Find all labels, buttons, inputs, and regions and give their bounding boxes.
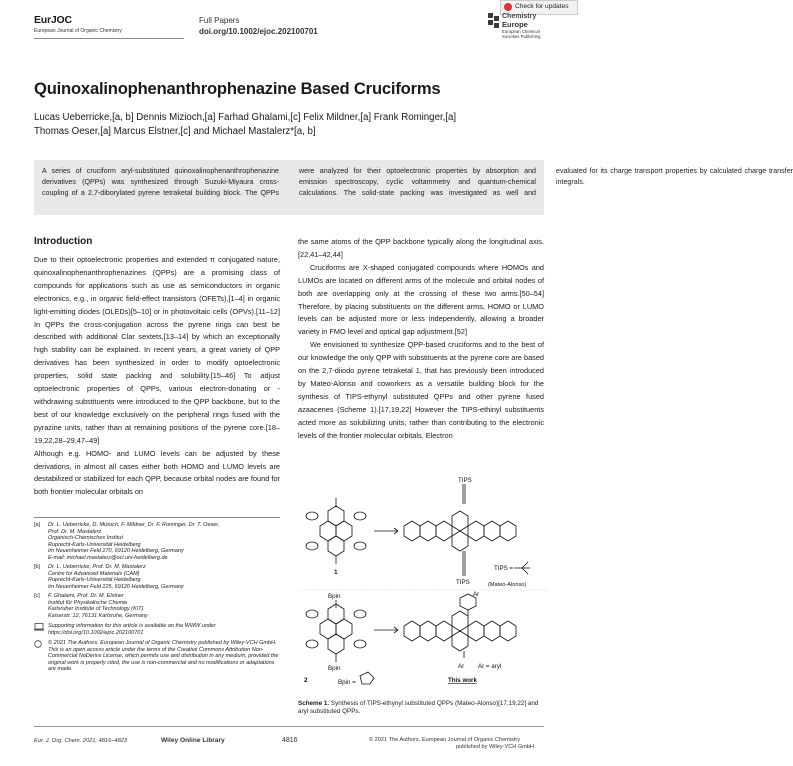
- authors-line2: Thomas Oeser,[a] Marcus Elstner,[c] and Michael Mastalerz*[a, b]: [34, 126, 316, 137]
- compound-1-structure: [306, 498, 366, 564]
- tips-group-structure: [514, 562, 530, 574]
- bpin-group-structure: [360, 672, 374, 684]
- tips-qpp-structure: [404, 484, 516, 576]
- ar-label-bottom: Ar: [458, 663, 465, 670]
- supporting-info: [34, 623, 280, 636]
- compound-2-structure: [306, 600, 366, 662]
- logo-sub: European Chemical Societies Publishing: [502, 29, 541, 39]
- affiliation-divider: [34, 517, 280, 518]
- affiliation-line: Institut für Physikalische Chemie: [48, 599, 128, 606]
- affiliation-c-label: [c]: [34, 593, 40, 599]
- mateo-alonso-label: (Mateo-Alonso): [488, 582, 527, 588]
- footer-divider: [34, 726, 544, 727]
- affiliations-block: [34, 522, 280, 676]
- compound-2-label: 2: [304, 677, 308, 684]
- this-work-label: This work: [448, 677, 477, 684]
- intro-right-column: [298, 236, 544, 468]
- compound-1-label: 1: [334, 569, 338, 576]
- abstract-box: [34, 160, 793, 215]
- affiliation-line: F. Ghalami, Prof. Dr. M. Elstner: [48, 593, 124, 599]
- affiliation-line: Im Neuenheimer Feld 270, 69120 Heidelberg, Germany: [48, 548, 184, 555]
- logo-line1: Chemistry: [502, 13, 537, 20]
- intro-paragraph-5: We envisioned to synthesize QPP-based cruciforms and to the best of our knowledge the only QPP with substituents at the pyrene core are based on the 2,7-diiodo pyrene tetraketal 1, that has previously been introduced by Mateo-Alonso and coworkers as a versatile building block for the synthesis of TIPS-ethynyl substituted QPPs and other pyrene fused azaacenes (Scheme 1).[17,19,22] However the TIPS-ethinyl substituents acted more as solubilizing units, rather than contributing to the electronic levels of the frontier molecular orbitals. Electron: [298, 340, 544, 440]
- affiliation-line: Dr. L. Ueberricke, Prof. Dr. M. Mastalerz: [48, 564, 146, 570]
- affiliation-c: [34, 593, 280, 619]
- affiliation-line: Ruprecht-Karls-Universität Heidelberg: [48, 577, 141, 584]
- ar-label-top: Ar: [473, 591, 480, 598]
- scheme-1-figure: [298, 476, 548, 688]
- logo-line2: Europe: [502, 20, 528, 29]
- header-divider-left: [34, 38, 184, 39]
- doi-link[interactable]: doi.org/10.1002/ejoc.202100701: [199, 27, 318, 36]
- bpin-label-bottom: Bpin: [328, 665, 341, 672]
- journal-abbr: EurJOC: [34, 14, 72, 26]
- footer-copyright-1: © 2021 The Authors. European Journal of Organic Chemistry: [369, 737, 521, 743]
- footer-citation: Eur. J. Org. Chem. 2021, 4816–4823: [34, 738, 128, 744]
- intro-paragraph-2: Although e.g. HOMO- and LUMO levels can be adjusted by these derivations, in almost all cases either both HOMO and LUMO levels are destabilized or stabilized for each QPP, because orbital nodes are found for both frontier molecular orbitals on: [34, 448, 280, 497]
- reaction-arrow-2: [374, 627, 398, 633]
- supporting-info-text[interactable]: Supporting information for this article is available on the WWW under https://doi.org/10.1002/ejoc.202100701: [48, 623, 216, 636]
- open-access-icon: [34, 640, 42, 648]
- abstract-text: A series of cruciform aryl-substituted quinoxalinophenanthrophenazine derivatives (QPPs) was synthesized through Suzuki-Miyaura cross-coupling of a 2,7-diborylated pyrene tetraketal building block. The QPPs were analyzed for their optoelectronic properties by absorption and emission spectroscopy, cyclic voltammetry and quantum-chemical calculations. The solid-state packing was investigated as well and evaluated for its charge transport properties by calculated charge transfer integrals.: [42, 167, 793, 198]
- section-heading-introduction: Introduction: [34, 236, 93, 247]
- affiliation-a: [34, 522, 280, 561]
- supporting-info-icon: [34, 623, 44, 631]
- ar-definition: Ar = aryl: [478, 663, 502, 670]
- scheme-1-drawing: [298, 476, 548, 688]
- intro-paragraph-1: Due to their optoelectronic properties and extended π conjugated nature, quinoxalinophenanthrophenazines (QPPs) are a promising class of compounds for applications such as use as semiconductors in organic electronics, e.g., in organic field-effect transistors (OFETs),[1–4] in organic light-emitting diodes (OLEDs)[5–10] or in photovoltaic cells (OPVs).[11–12] In QPPs the cross-conjugation across the pyrene rings can best be described with additional Clar sextets,[13–14] by which an exceptionally high stability can be explained. In recent years, a great variety of QPP derivatives has been synthesized in order to modify optoelectronic properties, solid state packing and solubility.[15–46] To adjust optoelectronic properties of QPPs, various electron-donating or -withdrawing substituents were introduced to the QPP backbone, but to the best of our knowledge exclusively on the peripheral rings fused with the pyrazine units, rather than at remaining positions of the pyrene core.[18–19,22,28–29,47–49]: [34, 255, 280, 445]
- footer-copyright-2: published by Wiley-VCH GmbH: [456, 744, 535, 750]
- license-note: [34, 640, 280, 673]
- journal-full: European Journal of Organic Chemistry: [34, 28, 122, 34]
- affiliation-line: Organisch-Chemisches Institut: [48, 535, 123, 542]
- affiliation-line: Kaiserstr. 12, 76131 Karlsruhe, Germany: [48, 612, 148, 619]
- affiliation-line: Ruprecht-Karls-Universität Heidelberg: [48, 541, 141, 548]
- affiliation-email[interactable]: E-mail: michael.mastalerz@oci.uni-heidelberg.de: [48, 554, 168, 561]
- intro-paragraph-4: Cruciforms are X-shaped conjugated compounds where HOMOs and LUMOs are located on different arms of the molecule and orbital nodes of both are overlapping only at the crossing of these two arms.[50–54] Therefore, by placing substituents on the different arms, HOMO or LUMO levels can be adjusted more or less independently, allowing a broader variety in FMO level and optical gap adjustment.[52]: [298, 262, 544, 337]
- scheme-caption-label: Scheme 1.: [298, 700, 330, 707]
- affiliation-line: Centre for Advanced Materials (CAM): [48, 570, 140, 577]
- chemistry-europe-logo: [487, 10, 567, 46]
- license-text: © 2021 The Authors. European Journal of Organic Chemistry published by Wiley-VCH GmbH. This is an open access article under the terms of the Creative Commons Attribution Non-Commercial NoDerivs License, which permits use and distribution in any medium, provided the original work is properly cited, the use is non-commercial and no modifications or adaptations are made.: [48, 640, 279, 673]
- footer-wiley-link[interactable]: Wiley Online Library: [161, 737, 225, 744]
- intro-paragraph-3: the same atoms of the QPP backbone typically along the longitudinal axis.[22,41–42,44]: [298, 237, 544, 259]
- affiliation-b: [34, 564, 280, 590]
- scheme-1-caption: [298, 700, 544, 716]
- tips-label-top: TIPS: [458, 477, 472, 484]
- article-title: Quinoxalinophenanthrophenazine Based Cruciforms: [34, 79, 441, 98]
- updates-label: Check for updates: [515, 3, 569, 10]
- bpin-definition: Bpin =: [338, 679, 356, 686]
- section-label: Full Papers: [199, 16, 240, 25]
- footer-page-number: 4816: [282, 737, 298, 744]
- bpin-label-top: Bpin: [328, 593, 341, 600]
- affiliation-a-label: [a]: [34, 522, 41, 528]
- affiliation-line: Prof. Dr. M. Mastalerz: [48, 528, 102, 535]
- aryl-qpp-structure: [404, 594, 516, 658]
- affiliation-line: Karlsruher Institute of Technology (KIT): [48, 606, 144, 613]
- tips-definition: TIPS =: [494, 565, 514, 572]
- affiliation-b-label: [b]: [34, 564, 41, 570]
- logo-mark-icon: [487, 12, 501, 30]
- tips-label-bottom: TIPS: [456, 579, 470, 586]
- intro-left-column: [34, 254, 280, 512]
- authors-line1: Lucas Ueberricke,[a, b] Dennis Mizioch,[a] Farhad Ghalami,[c] Felix Mildner,[a] Frank Rominger,[a]: [34, 112, 457, 123]
- scheme-caption-text: Synthesis of TIPS-ethynyl substituted QPPs (Mateo-Alonso)[17,19,22] and aryl substituted QPPs.: [298, 700, 539, 715]
- affiliation-line: Dr. L. Ueberricke, D. Mizioch, F. Mildner, Dr. F. Rominger, Dr. T. Oeser,: [48, 522, 220, 528]
- reaction-arrow-1: [374, 528, 398, 534]
- affiliation-line: Im Neuenheimer Feld 225, 69120 Heidelberg, Germany: [48, 583, 184, 590]
